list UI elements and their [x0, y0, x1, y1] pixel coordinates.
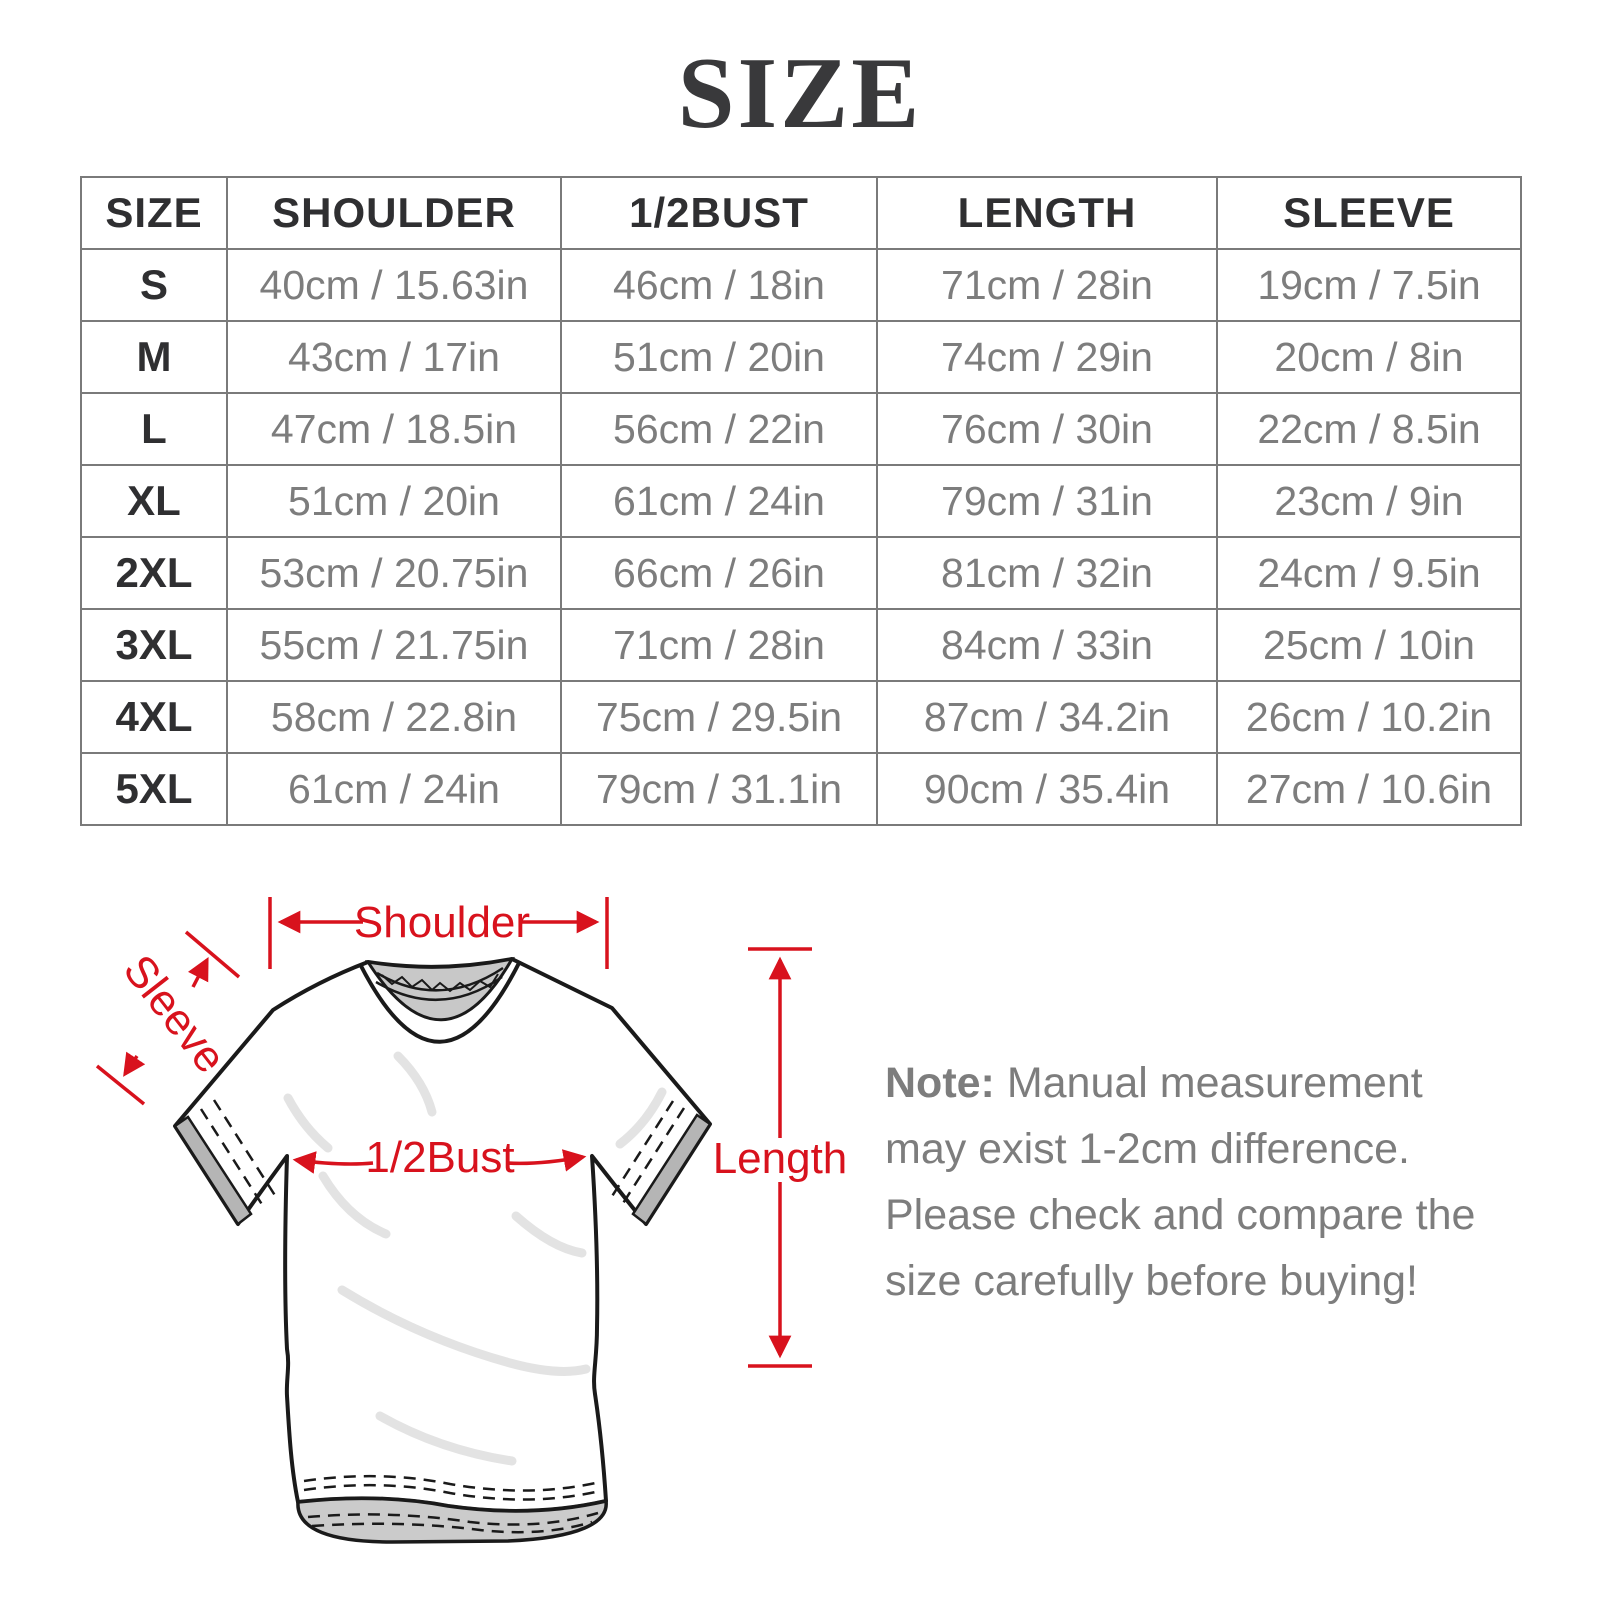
tshirt-illustration [175, 959, 710, 1542]
table-row [81, 537, 1521, 609]
measure-cell: 61cm / 24in [227, 753, 561, 825]
size-table-body [81, 249, 1521, 825]
sleeve-label: Sleeve [113, 945, 236, 1083]
page-title: SIZE [677, 37, 923, 150]
measure-cell: 76cm / 30in [877, 393, 1217, 465]
measure-cell: 79cm / 31.1in [561, 753, 877, 825]
table-row [81, 393, 1521, 465]
measure-cell: 53cm / 20.75in [227, 537, 561, 609]
column-header-bust: 1/2BUST [561, 177, 877, 249]
measure-cell: 90cm / 35.4in [877, 753, 1217, 825]
shoulder-label: Shoulder [353, 898, 531, 947]
table-header-row [81, 177, 1521, 249]
size-cell: XL [81, 465, 227, 537]
measure-cell: 61cm / 24in [561, 465, 877, 537]
measure-cell: 79cm / 31in [877, 465, 1217, 537]
bust-label: 1/2Bust [365, 1133, 515, 1182]
column-header-sleeve: SLEEVE [1217, 177, 1521, 249]
measure-cell: 81cm / 32in [877, 537, 1217, 609]
size-cell: S [81, 249, 227, 321]
shoulder-measure-arrow [270, 897, 607, 969]
measure-cell: 19cm / 7.5in [1217, 249, 1521, 321]
table-row [81, 609, 1521, 681]
measure-cell: 84cm / 33in [877, 609, 1217, 681]
measure-cell: 27cm / 10.6in [1217, 753, 1521, 825]
note-body: Manual measurement may exist 1-2cm difference. Please check and compare the size carefully before buying! [885, 1059, 1476, 1305]
table-row [81, 321, 1521, 393]
measure-cell: 47cm / 18.5in [227, 393, 561, 465]
column-header-size: SIZE [81, 177, 227, 249]
size-chart-table [80, 176, 1522, 826]
table-row [81, 249, 1521, 321]
tshirt-diagram [80, 860, 880, 1600]
right-cuff [633, 1115, 710, 1224]
table-row [81, 681, 1521, 753]
size-cell: L [81, 393, 227, 465]
size-cell: 5XL [81, 753, 227, 825]
length-measure-arrow [713, 949, 848, 1366]
measure-cell: 75cm / 29.5in [561, 681, 877, 753]
measure-cell: 71cm / 28in [561, 609, 877, 681]
measure-cell: 25cm / 10in [1217, 609, 1521, 681]
left-cuff [175, 1117, 251, 1224]
bust-measure-arrow [296, 1133, 583, 1182]
column-header-shoulder: SHOULDER [227, 177, 561, 249]
measure-cell: 58cm / 22.8in [227, 681, 561, 753]
measure-cell: 20cm / 8in [1217, 321, 1521, 393]
size-cell: M [81, 321, 227, 393]
measure-cell: 51cm / 20in [227, 465, 561, 537]
measure-cell: 55cm / 21.75in [227, 609, 561, 681]
table-row [81, 753, 1521, 825]
size-cell: 3XL [81, 609, 227, 681]
measure-cell: 23cm / 9in [1217, 465, 1521, 537]
measure-cell: 66cm / 26in [561, 537, 877, 609]
measure-cell: 87cm / 34.2in [877, 681, 1217, 753]
size-cell: 4XL [81, 681, 227, 753]
note-label: Note: [885, 1059, 995, 1107]
table-row [81, 465, 1521, 537]
measure-cell: 46cm / 18in [561, 249, 877, 321]
measure-cell: 71cm / 28in [877, 249, 1217, 321]
note-text [885, 1050, 1500, 1314]
measure-cell: 40cm / 15.63in [227, 249, 561, 321]
measure-cell: 51cm / 20in [561, 321, 877, 393]
measure-cell: 74cm / 29in [877, 321, 1217, 393]
length-label: Length [712, 1134, 848, 1183]
measure-cell: 22cm / 8.5in [1217, 393, 1521, 465]
measure-cell: 24cm / 9.5in [1217, 537, 1521, 609]
column-header-length: LENGTH [877, 177, 1217, 249]
measure-cell: 43cm / 17in [227, 321, 561, 393]
measure-cell: 56cm / 22in [561, 393, 877, 465]
measure-cell: 26cm / 10.2in [1217, 681, 1521, 753]
size-cell: 2XL [81, 537, 227, 609]
